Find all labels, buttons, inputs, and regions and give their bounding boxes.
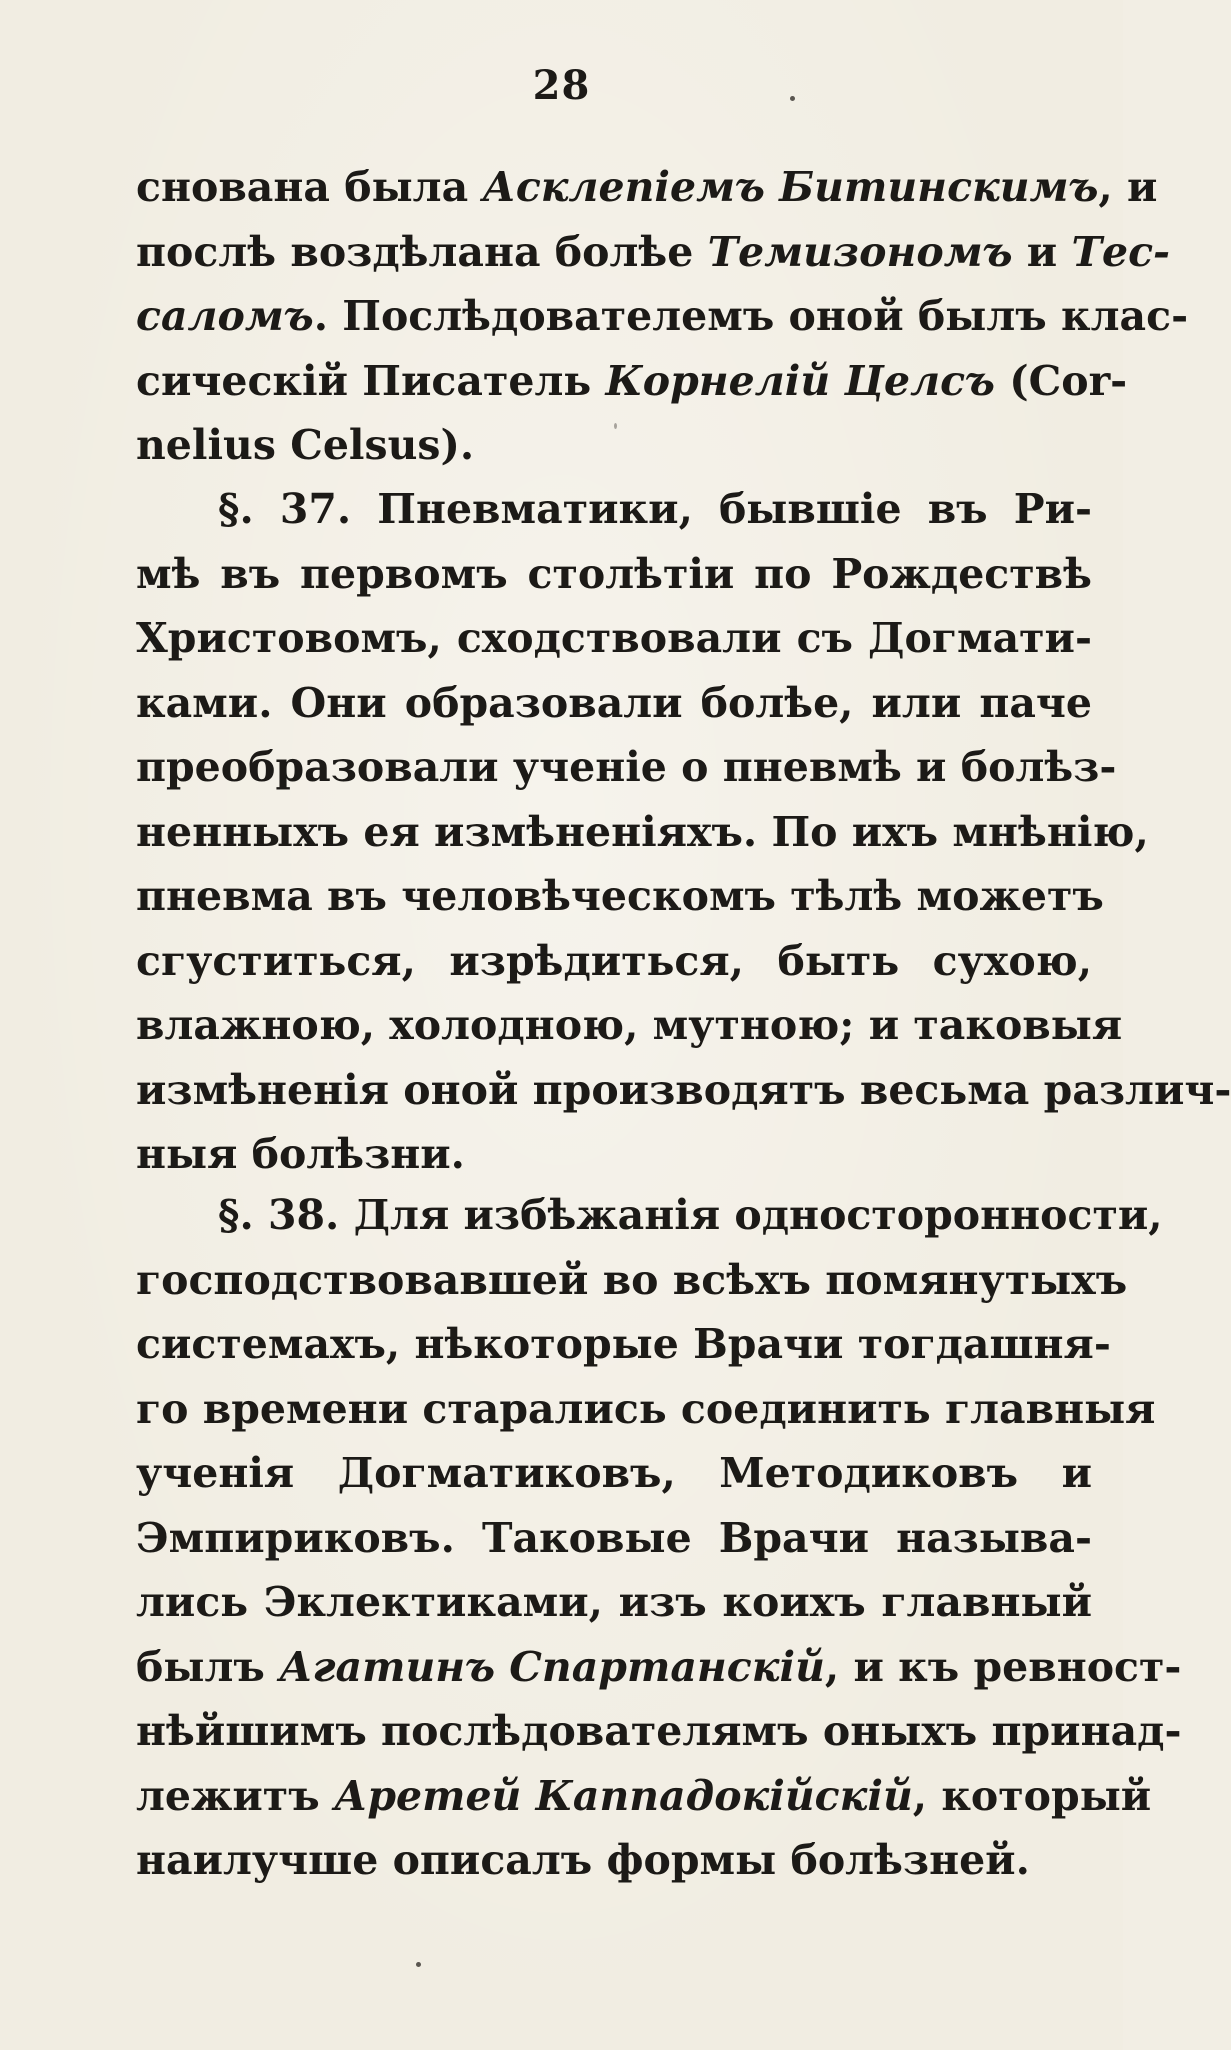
text-line: влажною, холодною, мутною; и таковыя [136,1001,1123,1049]
author-name: Корнелій Целсъ [605,356,995,405]
text-line: ками. Они образовали болѣе, или паче [136,678,1092,727]
text-line: былъ Агатинъ Спартанскій, и къ ревност- [136,1642,1182,1691]
text-line: сическій Писатель Корнелій Целсъ (Cor- [136,356,1128,405]
text-line: сгуститься, изрѣдиться, быть сухою, [136,936,1092,985]
text-line: снована была Асклепіемъ Битинскимъ, и [136,163,1158,211]
text-line: наилучше описалъ формы болѣзней. [136,1836,1030,1884]
text-line: Эмпириковъ. Таковые Врачи называ- [136,1513,1092,1562]
text-line: ненныхъ ея измѣненіяхъ. По ихъ мнѣнію, [136,807,1149,856]
text-line: nelius Celsus). [136,421,475,469]
text-line: §. 37. Пневматики, бывшіе въ Ри- [218,485,1092,533]
paper-speck [416,1962,421,1967]
paragraph-section-37 [136,477,1231,1187]
text-line: системахъ, нѣкоторые Врачи тогдашня- [136,1320,1111,1368]
author-name: Асклепіемъ Битинскимъ [482,163,1099,211]
text-line: преобразовали ученіе о пневмѣ и болѣз- [136,743,1117,791]
text-line: измѣненія оной производятъ весьма различ- [136,1065,1231,1114]
author-name: Агатинъ Спартанскій [279,1642,825,1691]
text-line: Христовомъ, сходствовали съ Догмати- [136,614,1092,662]
text-line: §. 38. Для избѣжанія односторонности, [218,1191,1163,1239]
author-name: Темизономъ [707,227,1013,276]
text-line: пневма въ человѣческомъ тѣлѣ можетъ [136,872,1104,920]
author-name: Аретей Каппадокійскій [333,1771,913,1820]
page-number: 28 [532,62,591,109]
text-line: го времени старались соединить главныя [136,1384,1156,1433]
text-line: мѣ въ первомъ столѣтіи по Рождествѣ [136,549,1092,598]
paragraph-section-38 [136,1183,1182,1893]
text-line: господствовавшей во всѣхъ помянутыхъ [136,1255,1128,1304]
author-name: Тес- [1071,227,1171,276]
paper-speck [790,96,795,101]
text-line: лись Эклектиками, изъ коихъ главный [136,1578,1092,1626]
paper-speck [614,423,617,429]
text-line: лежитъ Аретей Каппадокійскій, который [136,1771,1152,1820]
author-name: саломъ [136,292,314,340]
text-line: нѣйшимъ послѣдователямъ оныхъ принад- [136,1707,1182,1755]
text-line: ныя болѣзни. [136,1130,465,1178]
text-line: ученія Догматиковъ, Методиковъ и [136,1449,1092,1497]
text-line: послѣ воздѣлана болѣе Темизономъ и Тес- [136,227,1171,276]
paragraph-1 [136,155,1189,478]
text-line: саломъ. Послѣдователемъ оной былъ клас- [136,292,1189,340]
